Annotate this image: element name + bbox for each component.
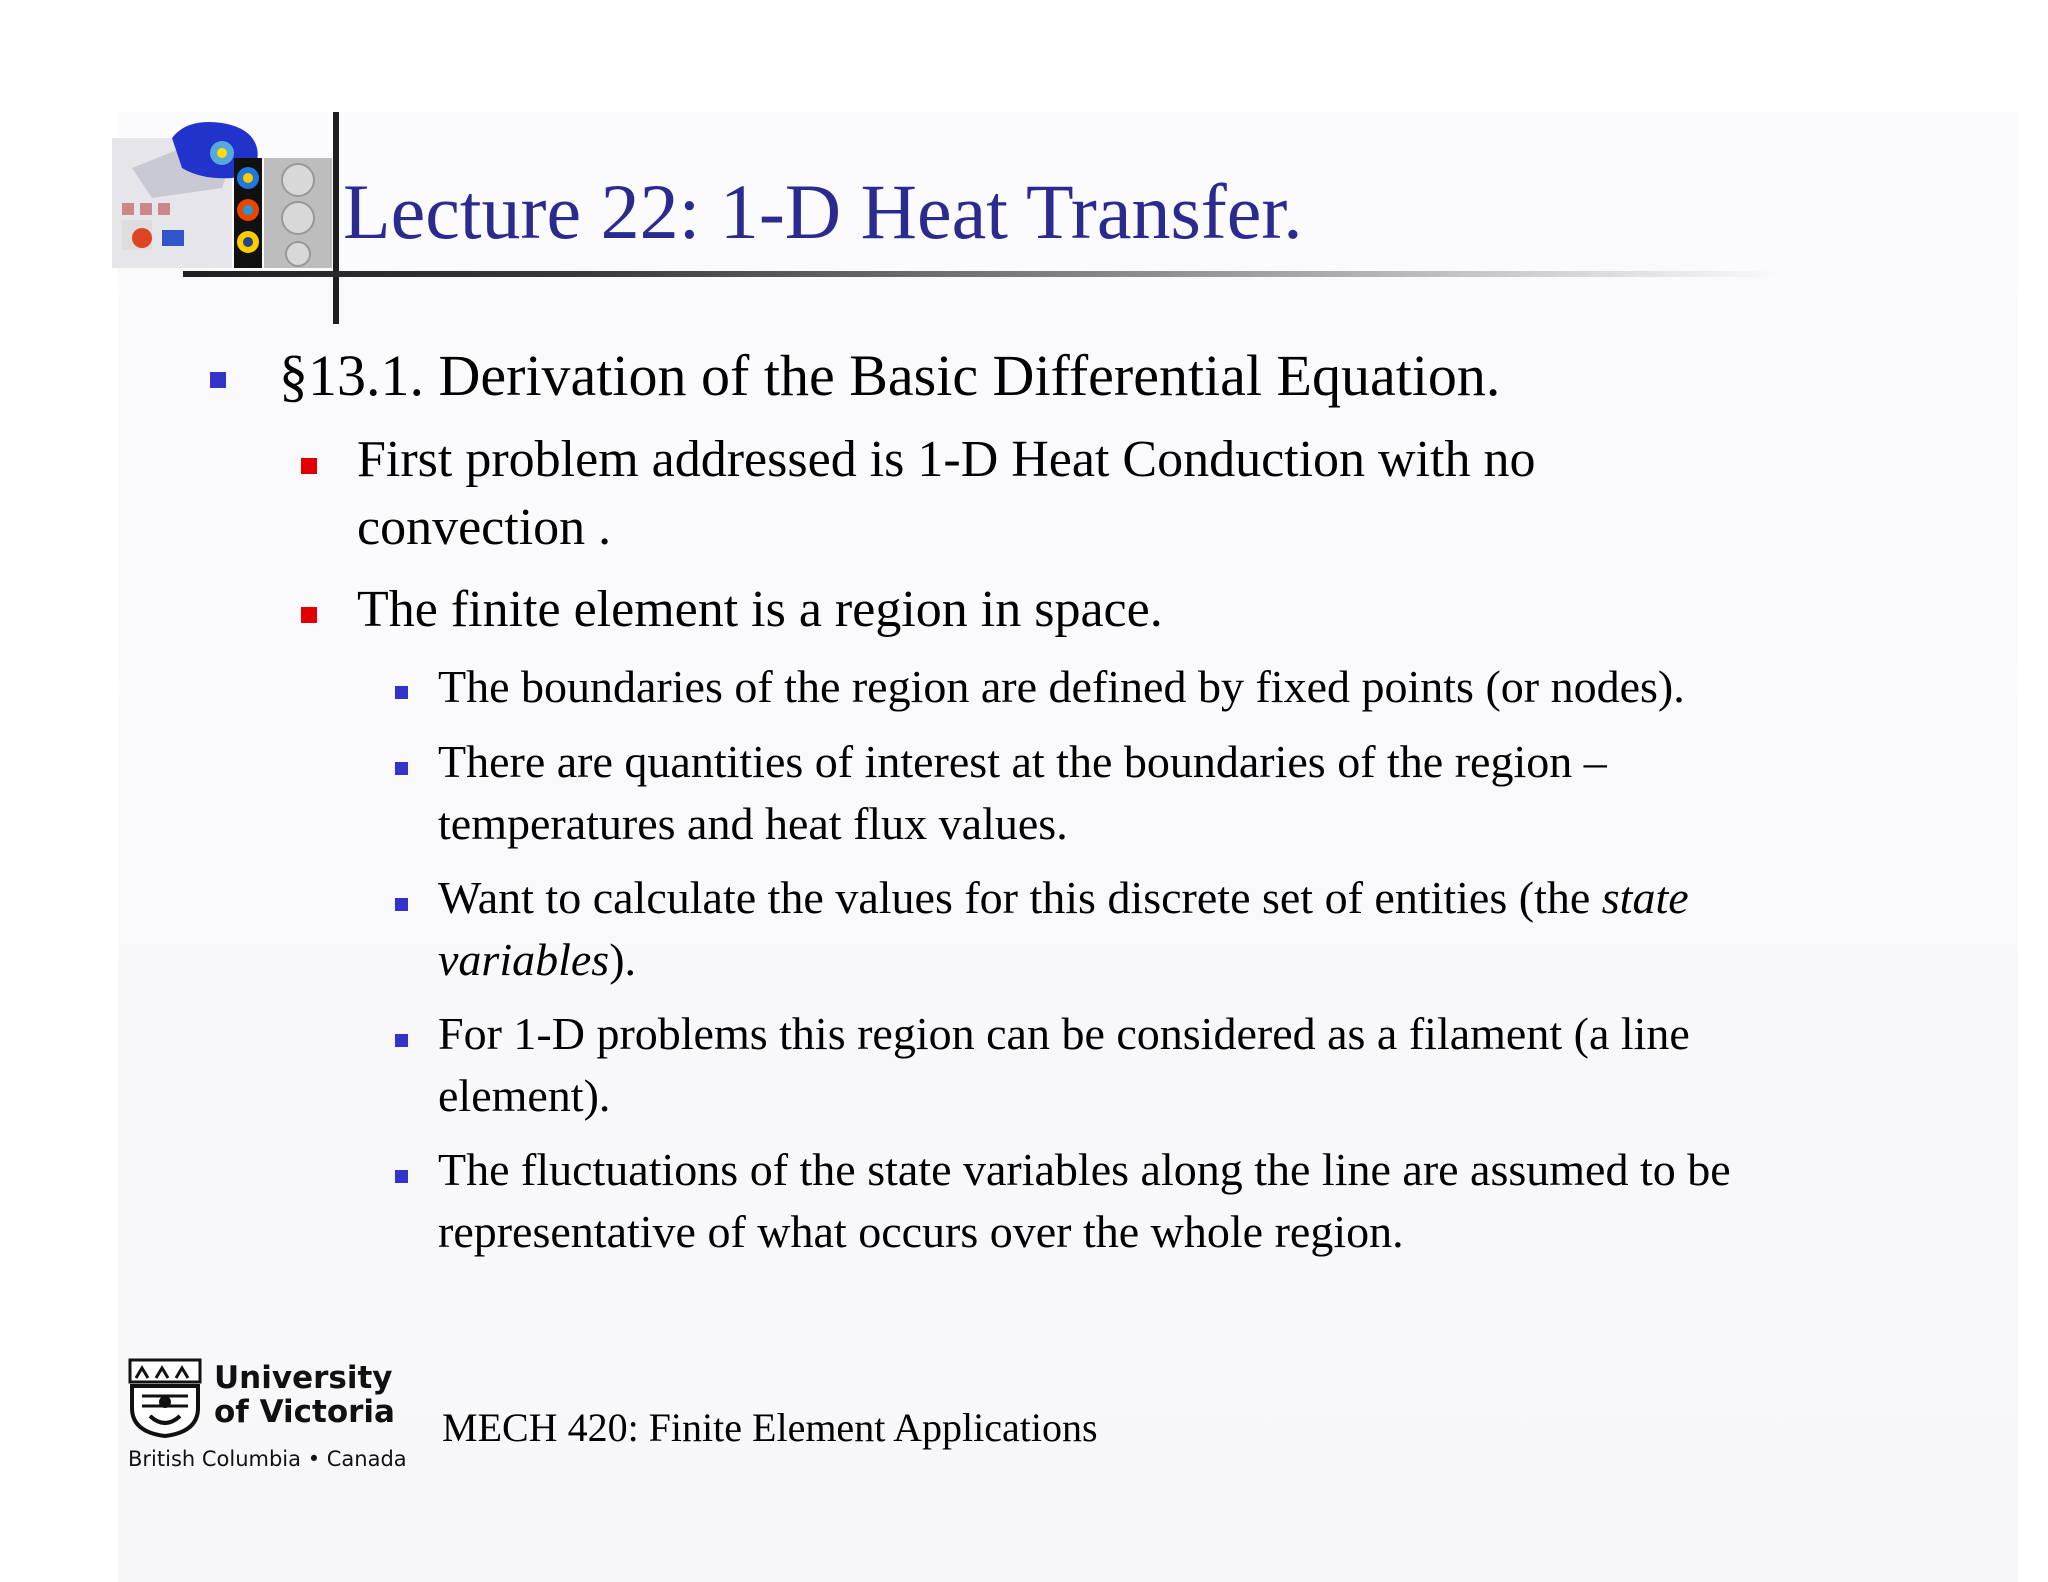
- crest-icon: [128, 1358, 202, 1438]
- bullet-l3-text: The boundaries of the region are defined by fixed points (or nodes).: [438, 661, 1685, 712]
- logo-line-victoria: of Victoria: [214, 1394, 395, 1430]
- title-underline-rule: [183, 271, 1783, 277]
- header-montage-image: [112, 118, 340, 268]
- bullet-l2-text-cont: convection .: [357, 499, 612, 556]
- bullet-l3-square: [395, 1034, 408, 1047]
- slide-background: [118, 112, 2018, 1582]
- bullet-l2-text: First problem addressed is 1-D Heat Conduction with no: [357, 431, 1536, 488]
- bullet-l3-square: [395, 762, 408, 775]
- bullet-l3-text-cont: representative of what occurs over the whole region.: [438, 1206, 1404, 1257]
- course-footer: MECH 420: Finite Element Applications: [442, 1405, 1098, 1450]
- bullet-l3-text-prefix: Want to calculate the values for this discrete set of entities (the: [438, 872, 1602, 923]
- bullet-l3-text: The fluctuations of the state variables along the line are assumed to be: [438, 1144, 1731, 1195]
- bullet-l3-square: [395, 1170, 408, 1183]
- title-vertical-rule: [333, 112, 339, 324]
- bullet-l3-text-cont: [438, 929, 636, 990]
- bullet-l3-text: For 1-D problems this region can be considered as a filament (a line: [438, 1008, 1690, 1059]
- bullet-l2-square: [301, 607, 317, 623]
- bullet-l3-text-cont: element).: [438, 1070, 611, 1121]
- logo-line-location: British Columbia • Canada: [128, 1447, 407, 1471]
- bullet-l3-text-cont: temperatures and heat flux values.: [438, 798, 1068, 849]
- bullet-l1-text: §13.1. Derivation of the Basic Differential Equation.: [279, 343, 1501, 408]
- bullet-l3-text: [438, 867, 1689, 928]
- bullet-l2-square: [301, 458, 317, 474]
- slide-title: Lecture 22: 1-D Heat Transfer.: [343, 168, 1303, 255]
- bullet-l3-square: [395, 898, 408, 911]
- logo-line-university: University: [214, 1360, 393, 1396]
- bullet-l2-text: The finite element is a region in space.: [357, 581, 1163, 638]
- bullet-l3-italic-term: state: [1601, 872, 1689, 923]
- university-logo: [128, 1356, 407, 1476]
- bullet-l3-text: There are quantities of interest at the boundaries of the region –: [438, 736, 1607, 787]
- bullet-l1-square: [210, 372, 226, 388]
- bullet-l3-italic-term: variables: [438, 934, 610, 985]
- bullet-l3-square: [395, 686, 408, 699]
- bullet-l3-text-suffix: ).: [609, 934, 637, 985]
